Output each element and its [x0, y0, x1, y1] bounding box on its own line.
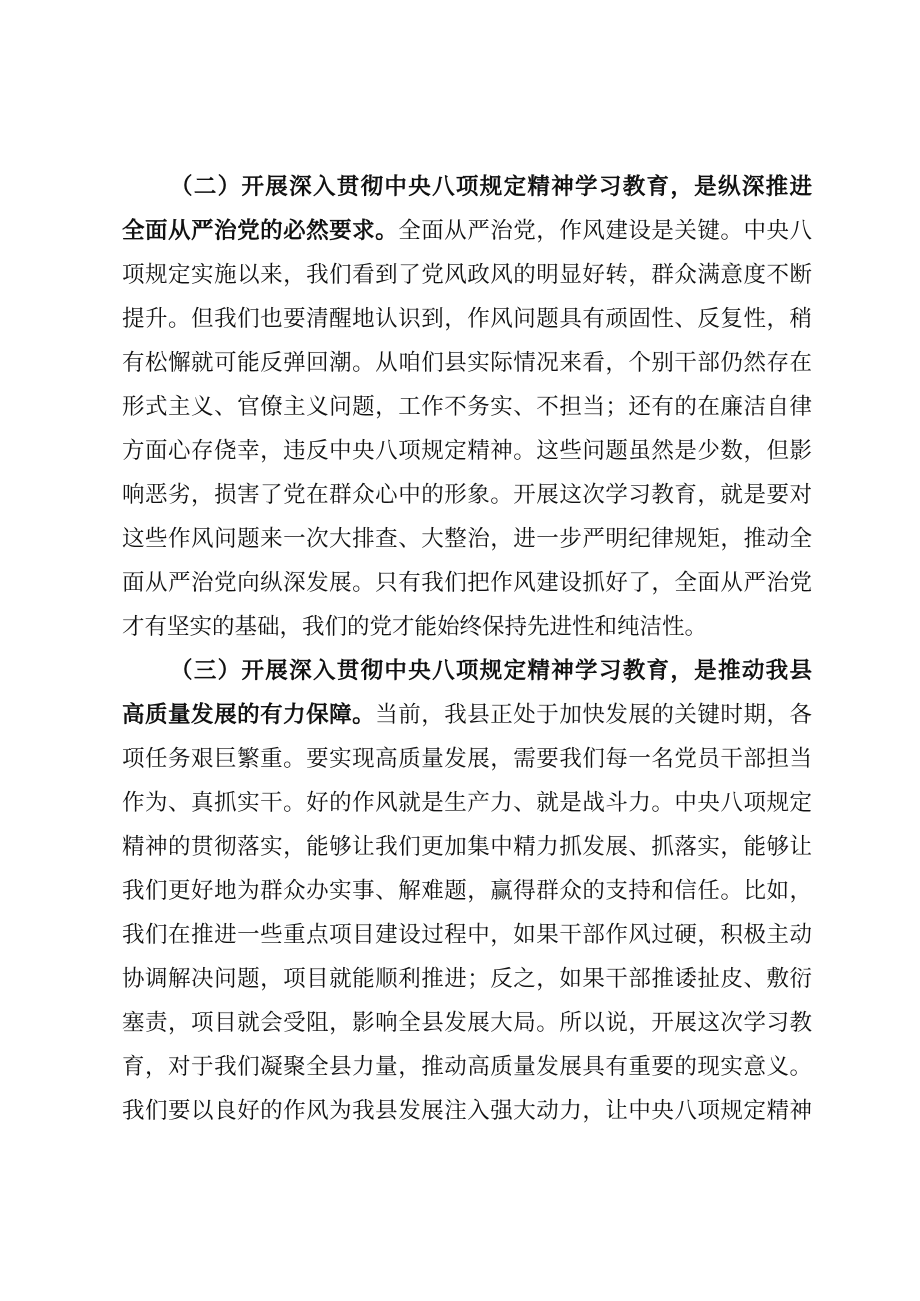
- p2-line-6: [122, 387, 812, 427]
- p3-line-4: [122, 783, 812, 823]
- p3-line-3: [122, 739, 812, 779]
- p2-line-3-text: 项规定实施以来，我们看到了党风政风的明显好转，群众满意度不断: [122, 262, 812, 288]
- p2-line-5: [122, 343, 812, 383]
- p2-line-10: [122, 563, 812, 603]
- p3-line-3-text: 项任务艰巨繁重。要实现高质量发展，需要我们每一名党员干部担当: [122, 746, 812, 772]
- p2-line-6-text: 形式主义、官僚主义问题，工作不务实、不担当；还有的在廉洁自律: [122, 394, 812, 420]
- p3-line-2-text: 当前，我县正处于加快发展的关键时期，各: [375, 702, 812, 728]
- p3-line-5: [122, 827, 812, 867]
- p3-line-9: [122, 1003, 812, 1043]
- p2-line-8-text: 响恶劣，损害了党在群众心中的形象。开展这次学习教育，就是要对: [122, 482, 812, 508]
- p3-line-10-text: 育，对于我们凝聚全县力量，推动高质量发展具有重要的现实意义。: [122, 1054, 812, 1080]
- p2-line-5-text: 有松懈就可能反弹回潮。从咱们县实际情况来看，个别干部仍然存在: [122, 350, 812, 376]
- p2-line-7: [122, 431, 812, 471]
- p3-line-6-text: 我们更好地为群众办实事、解难题，赢得群众的支持和信任。比如，: [122, 878, 812, 904]
- p2-line-3: [122, 255, 812, 295]
- p2-line-2-bold: 全面从严治党的必然要求。: [122, 218, 399, 244]
- p3-line-6: [122, 871, 812, 911]
- p3-line-11-text: 我们要以良好的作风为我县发展注入强大动力，让中央八项规定精神: [122, 1098, 812, 1124]
- p2-line-9-text: 这些作风问题来一次大排查、大整治，进一步严明纪律规矩，推动全: [122, 526, 812, 552]
- p2-line-11-text: 才有坚实的基础，我们的党才能始终保持先进性和纯洁性。: [122, 614, 708, 640]
- p2-line-2-text: 全面从严治党，作风建设是关键。中央八: [398, 218, 812, 244]
- p3-line-9-text: 塞责，项目就会受阻，影响全县发展大局。所以说，开展这次学习教: [122, 1010, 812, 1036]
- p3-line-4-text: 作为、真抓实干。好的作风就是生产力、就是战斗力。中央八项规定: [122, 790, 812, 816]
- p3-line-2: [122, 695, 812, 735]
- p3-line-1-bold: （三）开展深入贯彻中央八项规定精神学习教育，是推动我县: [170, 658, 812, 684]
- p3-line-7: [122, 915, 812, 955]
- p3-line-10: [122, 1047, 812, 1087]
- p3-line-5-text: 精神的贯彻落实，能够让我们更加集中精力抓发展、抓落实，能够让: [122, 834, 812, 860]
- p2-line-1: [170, 167, 812, 207]
- p2-line-7-text: 方面心存侥幸，违反中央八项规定精神。这些问题虽然是少数，但影: [122, 438, 812, 464]
- p3-line-2-bold: 高质量发展的有力保障。: [122, 702, 376, 728]
- p2-line-9: [122, 519, 812, 559]
- p2-line-2: [122, 211, 812, 251]
- p3-line-8: [122, 959, 812, 999]
- p2-line-4-text: 提升。但我们也要清醒地认识到，作风问题具有顽固性、反复性，稍: [122, 306, 812, 332]
- p2-line-10-text: 面从严治党向纵深发展。只有我们把作风建设抓好了，全面从严治党: [122, 570, 812, 596]
- p3-line-8-text: 协调解决问题，项目就能顺利推进；反之，如果干部推诿扯皮、敷衍: [122, 966, 812, 992]
- p3-line-11: [122, 1091, 812, 1131]
- p3-line-1: [170, 651, 812, 691]
- p2-line-8: [122, 475, 812, 515]
- p2-line-4: [122, 299, 812, 339]
- p2-line-1-bold: （二）开展深入贯彻中央八项规定精神学习教育，是纵深推进: [170, 174, 812, 200]
- p2-line-11: [122, 607, 812, 647]
- p3-line-7-text: 我们在推进一些重点项目建设过程中，如果干部作风过硬，积极主动: [122, 922, 812, 948]
